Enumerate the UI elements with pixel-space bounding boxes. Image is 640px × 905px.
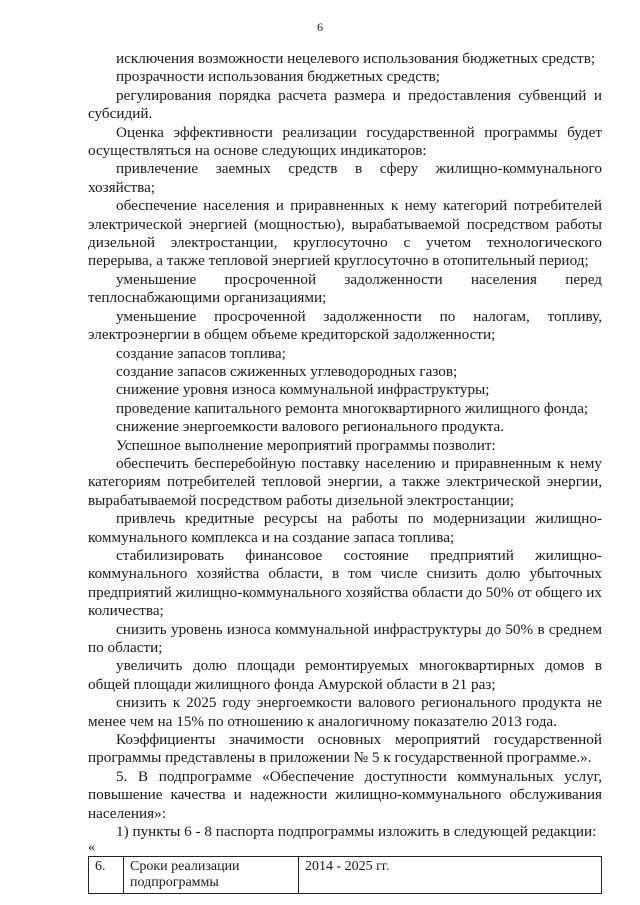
row-label-cell: Сроки реализации подпрограммы <box>124 857 299 894</box>
subprogram-passport-table <box>88 856 602 894</box>
paragraph: уменьшение просроченной задолженности по налогам, топливу, электроэнергии в общем объеме кредиторской задолженности; <box>88 307 602 344</box>
paragraph: 5. В подпрограмме «Обеспечение доступности коммунальных услуг, повышение качества и надежности жилищно-коммунального обслуживания населения»: <box>88 767 602 822</box>
table-row <box>89 857 602 894</box>
paragraph: Коэффициенты значимости основных мероприятий государственной программы представлены в приложении № 5 к государственной программе.». <box>88 731 602 767</box>
document-body <box>88 50 602 894</box>
paragraph: обеспечение населения и приравненных к нему категорий потребителей электрической энергией (мощностью), вырабатываемой посредством работы дизельной электростанции, круглосуточно с учетом технологического перерыва, а также тепловой энергией круглосуточно в отопительный период; <box>88 197 602 270</box>
paragraph: привлечение заемных средств в сферу жилищно-коммунального хозяйства; <box>88 160 602 196</box>
paragraph: увеличить долю площади ремонтируемых многоквартирных домов в общей площади жилищного фонда Амурской области в 21 раз; <box>88 657 602 693</box>
paragraph: проведение капитального ремонта многоквартирного жилищного фонда; <box>116 399 589 417</box>
paragraph: создание запасов сжиженных углеводородных газов; <box>116 362 458 380</box>
paragraph: привлечь кредитные ресурсы на работы по модернизации жилищно-коммунального комплекса и на создание запаса топлива; <box>88 510 602 546</box>
paragraph: Оценка эффективности реализации государственной программы будет осуществляться на основе следующих индикаторов: <box>88 123 602 160</box>
paragraph: 1) пункты 6 - 8 паспорта подпрограммы изложить в следующей редакции: <box>116 823 597 841</box>
paragraph: снизить к 2025 году энергоемкости валового регионального продукта не менее чем на 15% по отношению к аналогичному показателю 2013 года. <box>88 694 602 730</box>
paragraph: регулирования порядка расчета размера и предоставления субвенций и субсидий. <box>88 86 602 123</box>
paragraph: снизить уровень износа коммунальной инфраструктуры до 50% в среднем по области; <box>88 620 602 656</box>
paragraph: снижение энергоемкости валового регионального продукта. <box>116 418 505 436</box>
paragraph: снижение уровня износа коммунальной инфраструктуры; <box>116 381 490 399</box>
paragraph: стабилизировать финансовое состояние предприятий жилищно-коммунального хозяйства области, в том числе снизить долю убыточных предприятий жилищно-коммунального хозяйства области до 50% от общего их количества; <box>88 546 602 620</box>
paragraph: исключения возможности нецелевого использования бюджетных средств; <box>116 50 596 67</box>
paragraph: уменьшение просроченной задолженности населения перед теплоснабжающими организациями; <box>88 270 602 307</box>
paragraph: обеспечить бесперебойную поставку населению и приравненным к нему категориям потребителей тепловой энергии, а также электрической энергии, вырабатываемой посредством работы дизельной электростанции; <box>88 454 602 509</box>
paragraph-list <box>88 50 602 841</box>
paragraph: прозрачности использования бюджетных средств; <box>116 68 441 86</box>
paragraph: Успешное выполнение мероприятий программы позволит: <box>116 436 496 454</box>
row-number-cell: 6. <box>89 857 124 894</box>
page-number: 6 <box>317 20 323 34</box>
row-value-cell: 2014 - 2025 гг. <box>299 857 602 894</box>
opening-quote: « <box>88 840 95 856</box>
paragraph: создание запасов топлива; <box>116 344 286 362</box>
